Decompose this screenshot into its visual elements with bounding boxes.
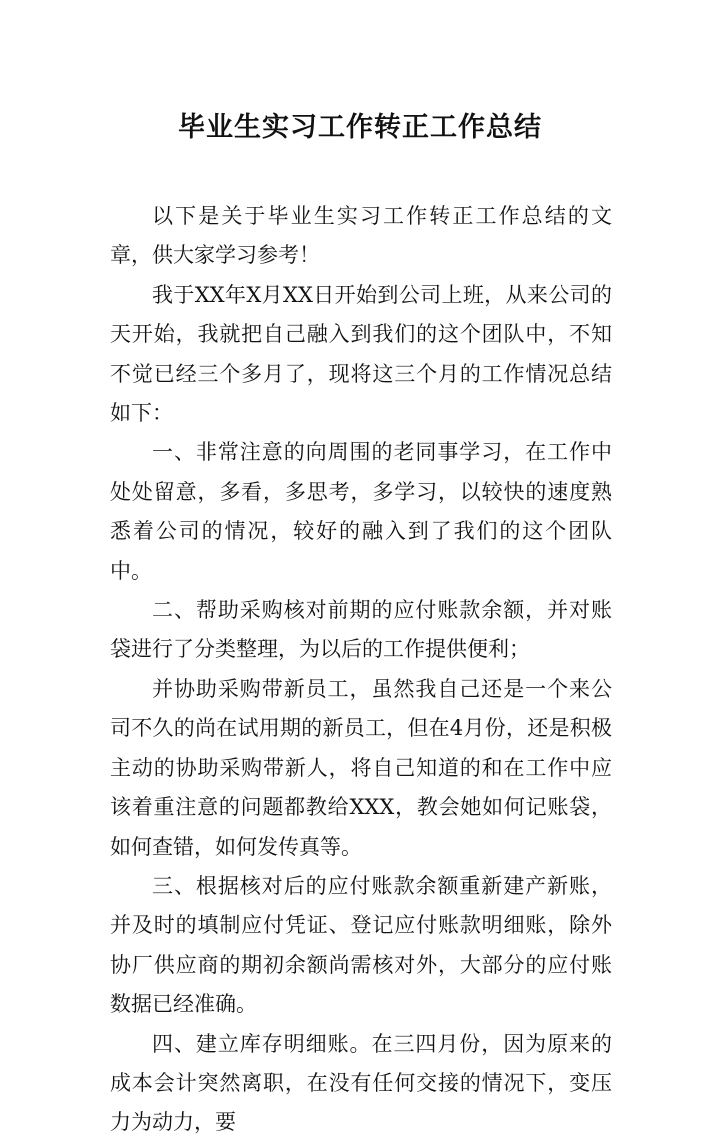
paragraph-intro: 以下是关于毕业生实习工作转正工作总结的文章，供大家学习参考！: [110, 204, 612, 268]
paragraph-start-date: 我于XX年X月XX日开始到公司上班，从来公司的天开始，我就把自己融入到我们的这个团队中，不知不觉已经三个多月了，现将这三个月的工作情况总结如下：: [110, 282, 612, 426]
document-body: [110, 197, 612, 1143]
document-title: 毕业生实习工作转正工作总结: [178, 112, 542, 143]
paragraph-item-4: 四、建立库存明细账。在三四月份，因为原来的成本会计突然离职，在没有任何交接的情况下，变压力为动力，要: [110, 1031, 612, 1135]
paragraph-item-3: 三、根据核对后的应付账款余额重新建产新账，并及时的填制应付凭证、登记应付账款明细账，除外协厂供应商的期初余额尚需核对外，大部分的应付账数据已经准确。: [110, 873, 612, 1017]
paragraph-item-1: 一、非常注意的向周围的老同事学习，在工作中处处留意，多看，多思考，多学习，以较快的速度熟悉着公司的情况，较好的融入到了我们的这个团队中。: [110, 440, 612, 583]
paragraph-item-2-continued: 并协助采购带新员工，虽然我自己还是一个来公司不久的尚在试用期的新员工，但在4月份，还是积极主动的协助采购带新人，将自己知道的和在工作中应该着重注意的问题都教给XXX，教会她如何记账袋，如何查错，如何发传真等。: [110, 676, 612, 859]
paragraph-item-2: 二、帮助采购核对前期的应付账款余额，并对账袋进行了分类整理，为以后的工作提供便利；: [110, 598, 612, 662]
